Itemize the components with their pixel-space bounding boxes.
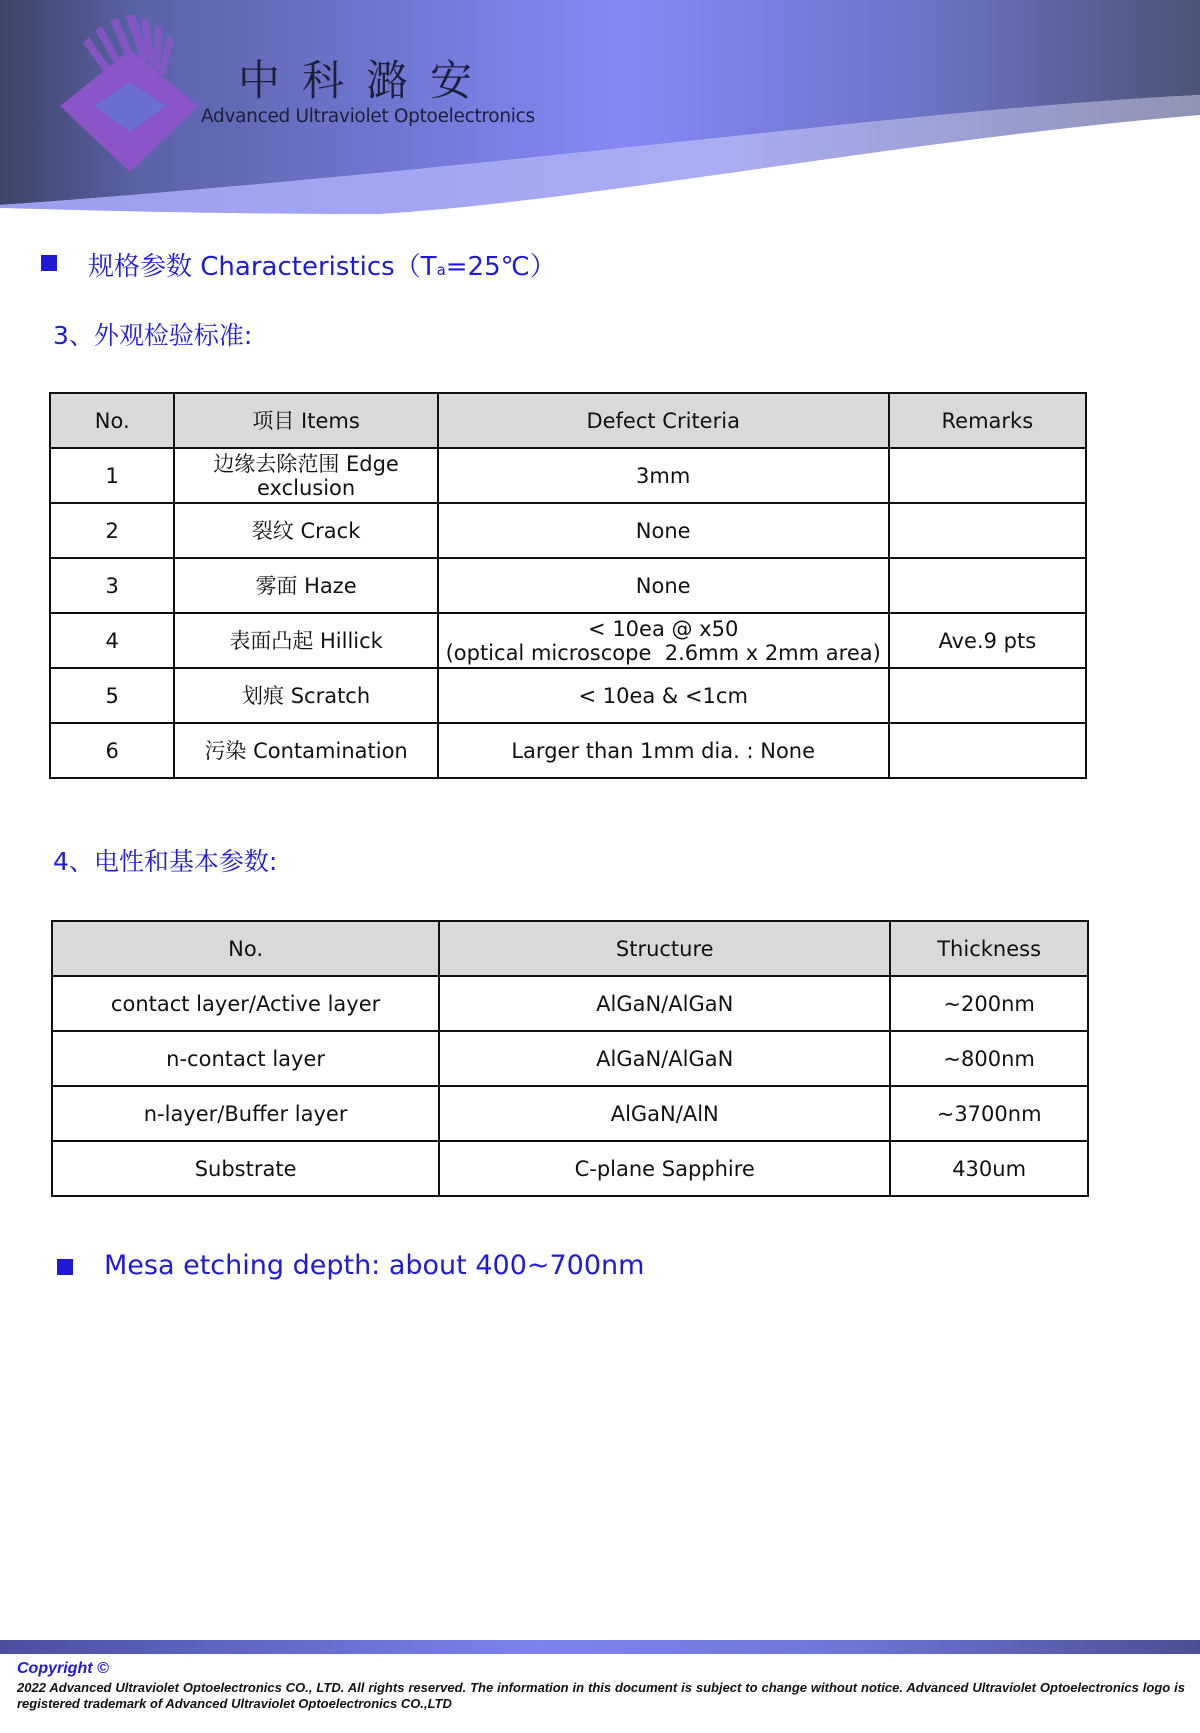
mesa-etching-note: Mesa etching depth: about 400~700nm [104,1250,645,1281]
cell-remarks [889,558,1086,613]
section-title [88,246,556,283]
cell-no: 3 [50,558,174,613]
cell-criteria: None [438,558,889,613]
section-title-cn: 规格参数 [88,252,193,282]
footer-bar [0,1640,1200,1654]
cell-remarks [889,448,1086,503]
table-row [50,558,1086,613]
cell-item: 表面凸起 Hillick [174,613,437,668]
cell-criteria: < 10ea & <1cm [438,668,889,723]
criteria-line-1: < 10ea @ x50 [588,616,739,641]
section-title-condition: （Ta=25℃） [394,252,556,282]
table-row [52,976,1088,1031]
table-row [52,1031,1088,1086]
cell-structure: C-plane Sapphire [439,1141,890,1196]
appearance-inspection-table [49,392,1087,779]
section-bullet [41,255,57,271]
cell-thickness: ~200nm [890,976,1088,1031]
table-row [50,503,1086,558]
cell-item: 污染 Contamination [174,723,437,778]
table-row [50,723,1086,778]
column-header-structure: Structure [439,921,890,976]
cell-item: 划痕 Scratch [174,668,437,723]
cell-criteria [438,613,889,668]
cell-thickness: 430um [890,1141,1088,1196]
epitaxial-structure-table [51,920,1089,1197]
column-header-no: No. [52,921,439,976]
table-row [50,448,1086,503]
condition-subscript: a [436,261,446,279]
table-row [52,1141,1088,1196]
cell-remarks [889,503,1086,558]
cell-thickness: ~3700nm [890,1086,1088,1141]
criteria-line-2: (optical microscope 2.6mm x 2mm area) [445,640,881,665]
column-header-criteria: Defect Criteria [438,393,889,448]
section3-heading: 3、外观检验标准: [53,321,253,350]
cell-criteria: None [438,503,889,558]
cell-structure: AlGaN/AlGaN [439,1031,890,1086]
cell-layer: contact layer/Active layer [52,976,439,1031]
column-header-thickness: Thickness [890,921,1088,976]
cell-criteria: 3mm [438,448,889,503]
column-header-remarks: Remarks [889,393,1086,448]
cell-no: 1 [50,448,174,503]
company-name-en: Advanced Ultraviolet Optoelectronics [201,106,535,127]
cell-structure: AlGaN/AlN [439,1086,890,1141]
mesa-bullet [57,1259,73,1275]
table-header-row [52,921,1088,976]
section-title-en: Characteristics [200,252,395,282]
cell-thickness: ~800nm [890,1031,1088,1086]
cell-layer: Substrate [52,1141,439,1196]
cell-no: 5 [50,668,174,723]
cell-item: 边缘去除范围 Edge exclusion [174,448,437,503]
cell-remarks [889,668,1086,723]
page-header [0,0,1200,215]
column-header-no: No. [50,393,174,448]
company-name-cn: 中科潞安 [238,56,495,105]
cell-layer: n-contact layer [52,1031,439,1086]
cell-item: 雾面 Haze [174,558,437,613]
cell-no: 4 [50,613,174,668]
cell-item: 裂纹 Crack [174,503,437,558]
table-row [50,668,1086,723]
cell-remarks [889,723,1086,778]
company-logo [50,10,210,180]
cell-no: 2 [50,503,174,558]
table-header-row [50,393,1086,448]
table-row [50,613,1086,668]
section4-heading: 4、电性和基本参数: [53,847,278,876]
cell-structure: AlGaN/AlGaN [439,976,890,1031]
footer-legal-text: 2022 Advanced Ultraviolet Optoelectronics CO., LTD. All rights reserved. The information in this document is subject to change without notice. Advanced Ultraviolet Optoelectronics logo is registered trademark of Advanced Ultraviolet Optoelectronics CO.,LTD [17,1680,1185,1711]
cell-criteria: Larger than 1mm dia. : None [438,723,889,778]
column-header-items: 项目 Items [174,393,437,448]
cell-no: 6 [50,723,174,778]
table-row [52,1086,1088,1141]
cell-remarks: Ave.9 pts [889,613,1086,668]
copyright-label: Copyright © [17,1660,109,1677]
cell-layer: n-layer/Buffer layer [52,1086,439,1141]
